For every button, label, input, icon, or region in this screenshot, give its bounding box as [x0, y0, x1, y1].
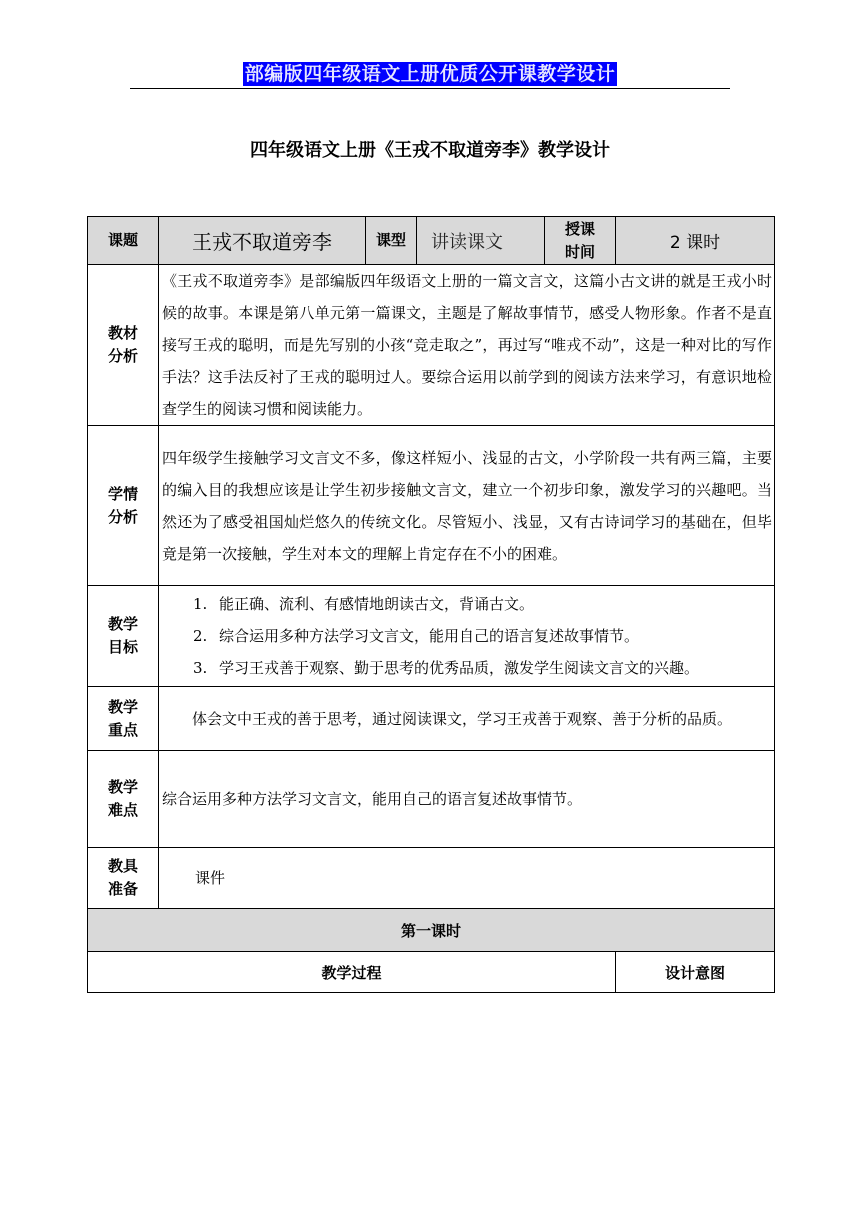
goal-item: [159, 588, 774, 620]
intent-label: 设计意图: [616, 952, 775, 993]
section-heading: 第一课时: [88, 909, 775, 952]
topic-label: 课题: [88, 217, 159, 265]
header-divider: [130, 88, 730, 89]
goal-item: [159, 652, 774, 684]
header-row: [88, 217, 775, 265]
material-analysis-row: [88, 265, 775, 426]
key-points-label: [88, 687, 159, 751]
goal-number: 1.: [193, 595, 208, 613]
material-analysis-text: 《王戎不取道旁李》是部编版四年级语文上册的一篇文言文，这篇小古文讲的就是王戎小时候的故事。本课是第八单元第一篇课文，主题是了解故事情节，感受人物形象。作者不是直接写王戎的聪明，而是先写别的小孩“竞走取之”，再过写“唯戎不动”，这是一种对比的写作手法？这手法反衬了王戎的聪明过人。要综合运用以前学到的阅读方法来学习，有意识地检查学生的阅读习惯和阅读能力。: [159, 265, 775, 426]
key-points-text: 体会文中王戎的善于思考，通过阅读课文，学习王戎善于观察、善于分析的品质。: [159, 687, 775, 751]
materials-label-line2: 准备: [107, 880, 138, 898]
header-banner: [0, 62, 860, 86]
materials-label: [88, 848, 159, 909]
difficulties-label-line1: 教学: [107, 778, 138, 796]
goal-number: 3.: [193, 659, 208, 677]
material-analysis-label-line2: 分析: [107, 347, 138, 365]
page-title: 四年级语文上册《王戎不取道旁李》教学设计: [250, 140, 610, 161]
materials-row: [88, 848, 775, 909]
hours-label: [545, 217, 616, 265]
goal-text: 能正确、流利、有感情地朗读古文，背诵古文。: [219, 595, 535, 613]
key-points-row: [88, 687, 775, 751]
key-points-label-line1: 教学: [107, 697, 138, 716]
topic-value: 王戎不取道旁李: [159, 217, 366, 265]
goals-label-line1: 教学: [107, 615, 138, 633]
student-analysis-text: 四年级学生接触学习文言文不多，像这样短小、浅显的古文，小学阶段一共有两三篇，主要的编入目的我想应该是让学生初步接触文言文，建立一个初步印象，激发学习的兴趣吧。当然还为了感受祖国灿烂悠久的传统文化。尽管短小、浅显，又有古诗词学习的基础在，但毕竟是第一次接触，学生对本文的理解上肯定存在不小的困难。: [159, 426, 775, 586]
type-value: 讲读课文: [417, 217, 545, 265]
difficulties-row: [88, 751, 775, 848]
student-analysis-label: [88, 426, 159, 586]
goal-number: 2.: [193, 627, 208, 645]
goals-list: [159, 588, 774, 684]
section-heading-row: [88, 909, 775, 952]
header-banner-text: 部编版四年级语文上册优质公开课教学设计: [244, 63, 616, 85]
key-points-label-line2: 重点: [107, 720, 138, 739]
type-label: 课型: [366, 217, 417, 265]
goal-item: [159, 620, 774, 652]
student-analysis-label-line1: 学情: [107, 484, 138, 503]
hours-value: 2 课时: [616, 217, 775, 265]
difficulties-label-line2: 难点: [107, 801, 138, 819]
material-analysis-label-line1: 教材: [107, 324, 138, 342]
goal-text: 学习王戎善于观察、勤于思考的优秀品质，激发学生阅读文言文的兴趣。: [219, 659, 700, 677]
student-analysis-label-line2: 分析: [107, 507, 138, 526]
goals-content: [159, 586, 775, 687]
goals-label: [88, 586, 159, 687]
goals-row: [88, 586, 775, 687]
difficulties-text: 综合运用多种方法学习文言文，能用自己的语言复述故事情节。: [159, 751, 775, 848]
material-analysis-label: [88, 265, 159, 426]
hours-label-line2: 时间: [564, 242, 595, 261]
student-analysis-row: [88, 426, 775, 586]
difficulties-label: [88, 751, 159, 848]
goals-label-line2: 目标: [107, 638, 138, 656]
materials-label-line1: 教具: [107, 857, 138, 875]
process-header-row: [88, 952, 775, 993]
materials-text: 课件: [159, 848, 775, 909]
lesson-plan-table: [87, 216, 775, 993]
hours-label-line1: 授课: [564, 219, 595, 238]
process-label: 教学过程: [88, 952, 616, 993]
goal-text: 综合运用多种方法学习文言文，能用自己的语言复述故事情节。: [219, 627, 640, 645]
